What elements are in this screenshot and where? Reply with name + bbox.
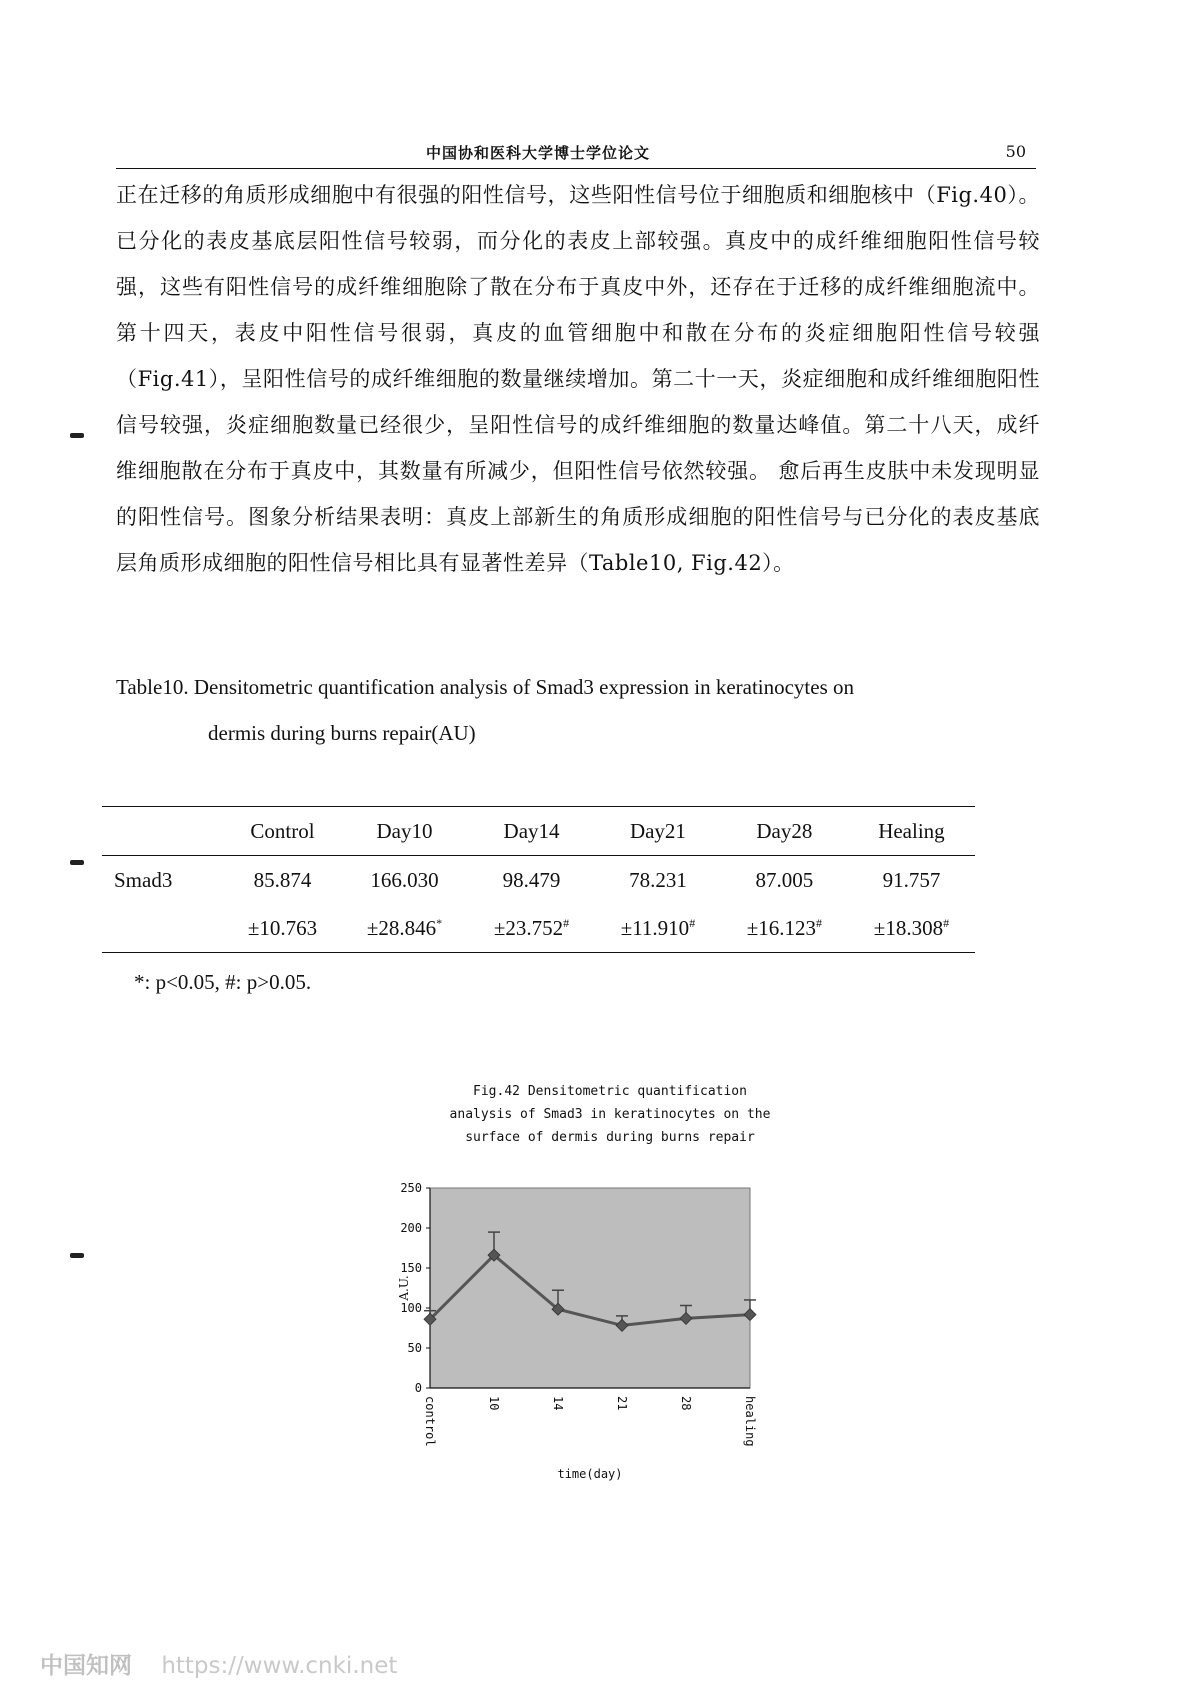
table-header-cell [102,807,224,856]
watermark-url: https://www.cnki.net [161,1653,398,1679]
sd-cell: ±23.752# [493,915,570,940]
table-row [102,904,975,953]
x-tick-label: 10 [487,1396,501,1411]
figure-title-line-1: Fig.42 Densitometric quantification [473,1084,747,1099]
table-header-row [102,807,975,856]
mean-cell: 91.757 [882,867,941,892]
sd-cell: ±10.763 [247,915,318,940]
row-label-empty [102,904,224,953]
x-tick-label: 21 [615,1396,629,1411]
watermark-cnki-logo: 中国知网 [40,1653,132,1679]
figure-title-line-2: analysis of Smad3 in keratinocytes on the [449,1107,771,1122]
table-note: *: p<0.05, #: p>0.05. [134,970,312,994]
sd-cell: ±11.910# [620,915,696,940]
plot-area [430,1188,750,1388]
x-axis-label: time(day) [557,1467,623,1481]
mean-cell: 87.005 [755,867,814,892]
watermark [40,1647,397,1680]
row-label: Smad3 [114,867,173,892]
smad3-table [102,806,975,953]
scan-artifact-mark [70,860,84,865]
table-header-cell: Control [250,818,315,843]
y-tick-label: 50 [407,1341,422,1355]
mean-cell: 78.231 [629,867,687,892]
mean-cell: 85.874 [253,867,312,892]
y-tick-label: 250 [400,1181,422,1195]
table-header-cell: Day21 [629,818,686,843]
table-caption-line-2: dermis during burns repair(AU) [208,721,476,745]
header-title: 中国协和医科大学博士学位论文 [426,144,651,162]
table-caption-line-1: Table10. Densitometric quantification analysis of Smad3 expression in keratinocytes on [116,675,855,699]
table-caption [116,664,1040,756]
mean-cell: 166.030 [370,867,439,892]
figure-title-line-3: surface of dermis during burns repair [465,1130,755,1145]
table-row [102,856,975,905]
scan-artifact-mark [70,433,84,438]
figure-title [380,1080,840,1149]
running-header [116,140,1036,169]
body-paragraph: 正在迁移的角质形成细胞中有很强的阳性信号，这些阳性信号位于细胞质和细胞核中（Fig.40）。已分化的表皮基底层阳性信号较弱，而分化的表皮上部较强。真皮中的成纤维细胞阳性信号较强，这些有阳性信号的成纤维细胞除了散在分布于真皮中外，还存在于迁移的成纤维细胞流中。第十四天，表皮中阳性信号很弱，真皮的血管细胞中和散在分布的炎症细胞阳性信号较强（Fig.41），呈阳性信号的成纤维细胞的数量继续增加。第二十一天，炎症细胞和成纤维细胞阳性信号较强，炎症细胞数量已经很少，呈阳性信号的成纤维细胞的数量达峰值。第二十八天，成纤维细胞散在分布于真皮中，其数量有所减少，但阳性信号依然较强。 愈后再生皮肤中未发现明显的阳性信号。图象分析结果表明：真皮上部新生的角质形成细胞的阳性信号与已分化的表皮基底层角质形成细胞的阳性信号相比具有显著性差异（Table10, Fig.42）。 [116,183,1040,575]
table-header-cell: Day14 [503,818,560,843]
x-tick-label: 28 [679,1396,693,1411]
sd-cell: ±28.846* [366,915,443,940]
mean-cell: 98.479 [502,867,561,892]
table-header-cell: Healing [878,818,945,843]
x-tick-label: healing [743,1396,757,1447]
x-tick-label: control [423,1396,437,1447]
sd-cell: ±16.123# [746,915,822,940]
table-header-cell: Day10 [376,818,433,843]
smad3-line-chart [397,1170,840,1510]
page-number: 50 [1005,142,1026,161]
body-text [116,172,1040,586]
scan-artifact-mark [70,1253,84,1258]
y-tick-label: 100 [400,1301,422,1315]
x-tick-label: 14 [551,1396,565,1411]
y-tick-label: 150 [400,1261,422,1275]
sd-cell: ±18.308# [873,915,950,940]
y-tick-label: 200 [400,1221,422,1235]
table-header-cell: Day28 [756,818,813,843]
y-axis-label: A.U. [397,1275,411,1301]
y-tick-label: 0 [414,1381,422,1395]
